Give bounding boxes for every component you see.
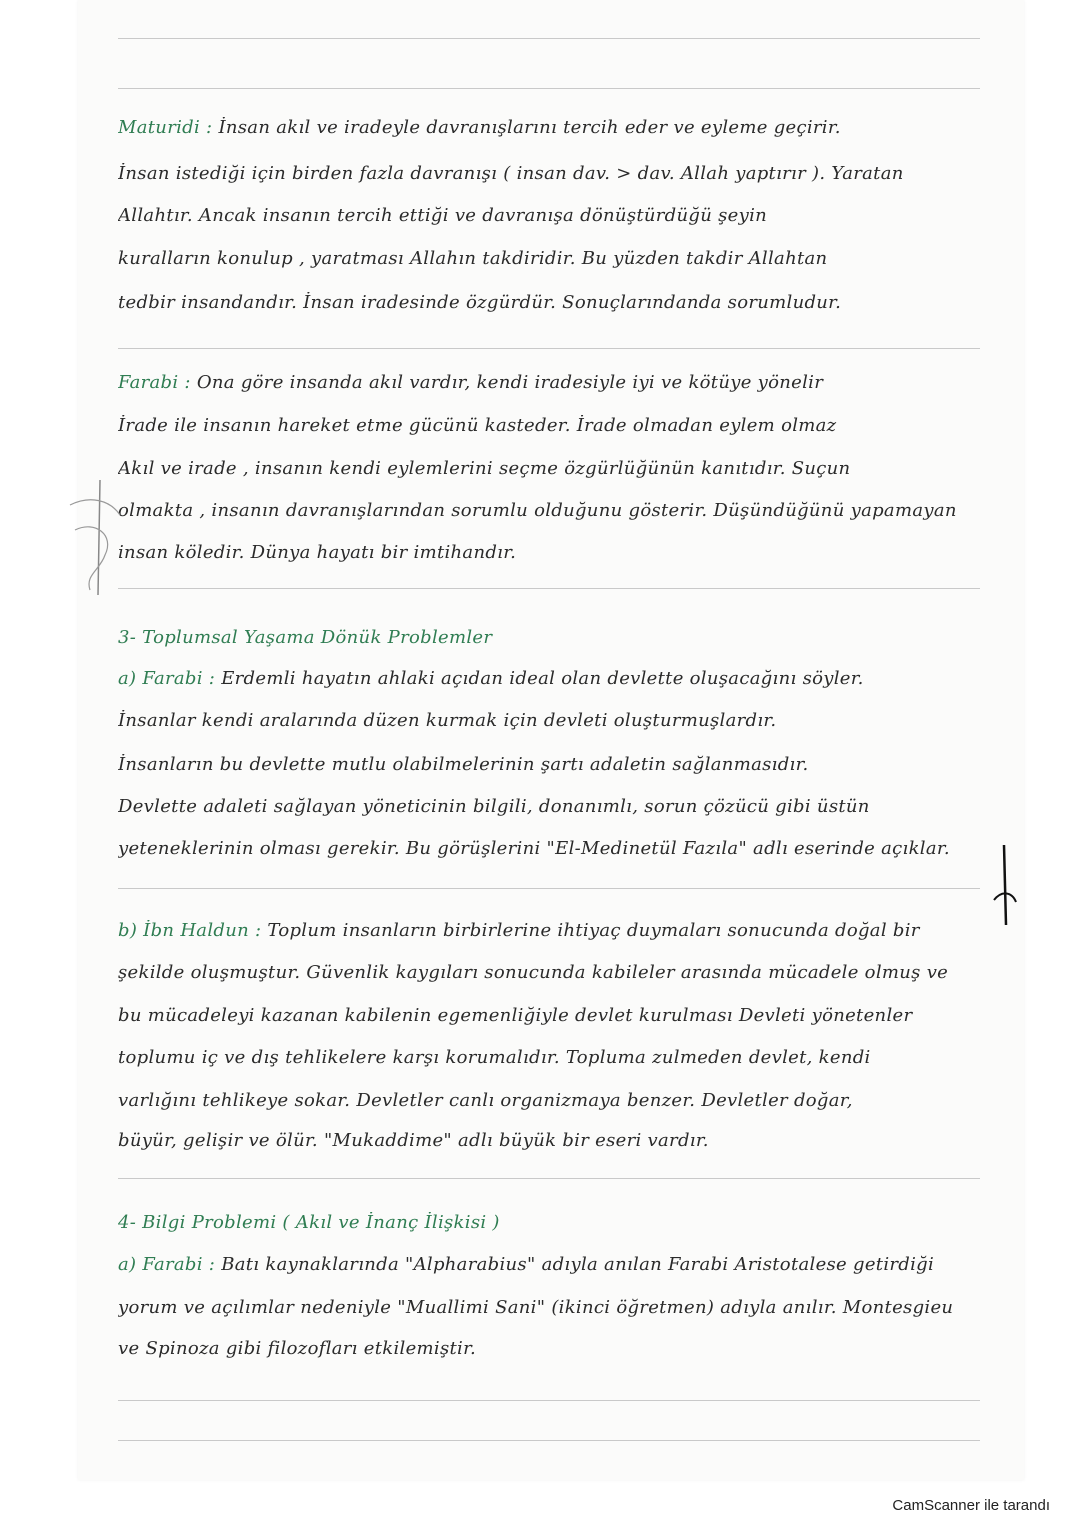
text-line: olmakta , insanın davranışlarından sorumlu olduğunu gösterir. Düşündüğünü yapamayan [118,500,957,521]
text-line: şekilde oluşmuştur. Güvenlik kaygıları sonucunda kabileler arasında mücadele olmuş ve [118,962,949,983]
text-line: a) Farabi : Batı kaynaklarında "Alpharabius" adıyla anılan Farabi Aristotalese getirdiği [118,1254,935,1275]
text-line: varlığını tehlikeye sokar. Devletler canlı organizmaya benzer. Devletler doğar, [118,1090,853,1111]
ruled-line [118,588,980,589]
text-line: insan köledir. Dünya hayatı bir imtihandır. [118,542,517,563]
ruled-line [118,348,980,349]
text-line: yeteneklerinin olması gerekir. Bu görüşlerini "El-Medinetül Fazıla" adlı eserinde açıklar. [118,838,950,859]
text-line: a) Farabi : Erdemli hayatın ahlaki açıdan ideal olan devlette oluşacağını söyler. [118,668,864,689]
text-line: İnsan istediği için birden fazla davranışı ( insan dav. > dav. Allah yaptırır ). Yaratan [118,163,904,184]
text-line: Devlette adaleti sağlayan yöneticinin bilgili, donanımlı, sorun çözücü gibi üstün [118,796,870,817]
text-line: büyür, gelişir ve ölür. "Mukaddime" adlı büyük bir eseri vardır. [118,1130,709,1151]
text-line: Farabi : Ona göre insanda akıl vardır, kendi iradesiyle iyi ve kötüye yönelir [118,372,824,393]
text-line: ve Spinoza gibi filozofları etkilemiştir. [118,1338,477,1359]
text-line: toplumu iç ve dış tehlikelere karşı korumalıdır. Topluma zulmeden devlet, kendi [118,1047,871,1068]
text-line: Allahtır. Ancak insanın tercih ettiği ve davranışa dönüştürdüğü şeyin [118,205,768,226]
text-line: yorum ve açılımlar nedeniyle "Muallimi Sani" (ikinci öğretmen) adıyla anılır. Montesgieu [118,1297,954,1318]
text-line: İnsanlar kendi aralarında düzen kurmak için devleti oluşturmuşlardır. [118,710,777,731]
text-line: kuralların konulup , yaratması Allahın takdiridir. Bu yüzden takdir Allahtan [118,248,828,269]
text-line: Akıl ve irade , insanın kendi eylemlerini seçme özgürlüğünün kanıtıdır. Suçun [118,458,851,479]
text-line: tedbir insandandır. İnsan iradesinde özgürdür. Sonuçlarındanda sorumludur. [118,292,842,313]
pen-margin-mark [984,840,1024,930]
section-heading: 3- Toplumsal Yaşama Dönük Problemler [118,627,493,648]
text-line: bu mücadeleyi kazanan kabilenin egemenliğiyle devlet kurulması Devleti yönetenler [118,1005,913,1026]
ruled-line [118,1440,980,1441]
pencil-margin-mark [60,475,130,605]
text-line: İrade ile insanın hareket etme gücünü kasteder. İrade olmadan eylem olmaz [118,415,837,436]
section-heading: 4- Bilgi Problemi ( Akıl ve İnanç İlişkisi ) [118,1212,500,1233]
scanner-watermark: CamScanner ile tarandı [892,1497,1050,1514]
ruled-line [118,88,980,89]
ruled-line [118,888,980,889]
ruled-line [118,1178,980,1179]
text-line: Maturidi : İnsan akıl ve iradeyle davranışlarını tercih eder ve eyleme geçirir. [118,117,841,138]
text-line: İnsanların bu devlette mutlu olabilmelerinin şartı adaletin sağlanmasıdır. [118,754,809,775]
ruled-line [118,1400,980,1401]
text-line: b) İbn Haldun : Toplum insanların birbirlerine ihtiyaç duymaları sonucunda doğal bir [118,920,920,941]
ruled-line [118,38,980,39]
